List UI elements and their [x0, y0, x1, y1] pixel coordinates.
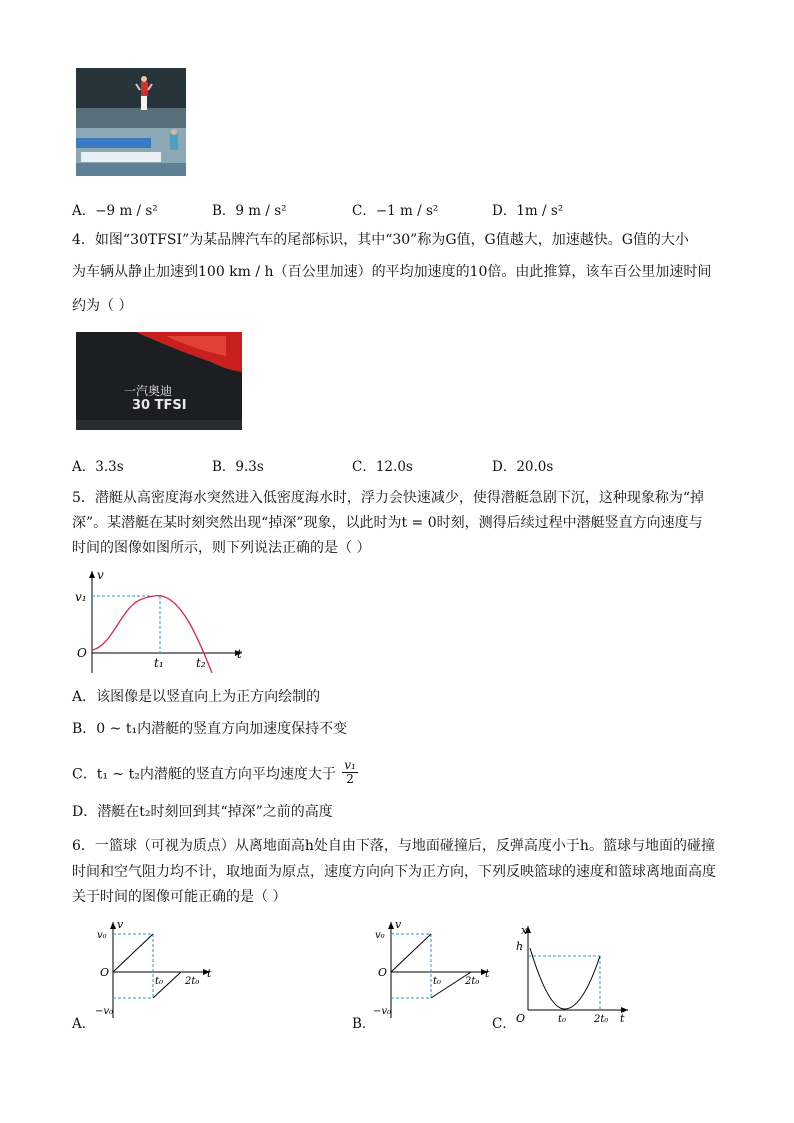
svg-text:−v₀: −v₀	[95, 1006, 114, 1017]
q3-option-d: D．1m / s²	[492, 203, 564, 219]
svg-text:v: v	[117, 918, 124, 931]
svg-text:2t₀: 2t₀	[594, 1014, 609, 1025]
q5-stem-line-1: 5．潜艇从高密度海水突然进入低密度海水时，浮力会快速减少，使得潜艇急剧下沉，这种现象称为“掉	[72, 490, 705, 506]
q3-option-b: B．9 m / s²	[212, 203, 287, 219]
svg-text:2t₀: 2t₀	[465, 976, 480, 987]
q5-velocity-time-graph	[72, 565, 252, 675]
badge-model-text: 30 TFSI	[132, 398, 187, 413]
svg-text:O: O	[378, 966, 388, 979]
q5-option-d: D．潜艇在t₂时刻回到其“掉深”之前的高度	[72, 804, 333, 820]
q5-t1-label: t₁	[154, 656, 164, 670]
q6-stem-line-2: 时间和空气阻力均不计，取地面为原点，速度方向向下为正方向，下列反映篮球的速度和篮球离地面高度	[72, 864, 716, 880]
q4-option-a: A．3.3s	[72, 459, 124, 475]
q4-option-c: C．12.0s	[352, 459, 413, 475]
q4-option-d: D．20.0s	[492, 459, 554, 475]
svg-text:t₀: t₀	[155, 976, 164, 987]
q6-option-c-label: C．	[492, 1016, 516, 1032]
trampoline-photo	[76, 68, 186, 176]
svg-text:2t₀: 2t₀	[185, 976, 200, 987]
svg-text:v₀: v₀	[375, 930, 385, 941]
badge-brand-text: 一汽奥迪	[124, 384, 173, 398]
svg-text:t: t	[620, 1012, 625, 1025]
svg-text:v₀: v₀	[97, 930, 107, 941]
q6-option-a-label: A．	[72, 1016, 96, 1032]
svg-text:h: h	[516, 940, 524, 953]
q6-graph-a	[95, 918, 220, 1022]
q3-option-a: A．−9 m / s²	[72, 203, 158, 219]
q5-t2-label: t₂	[196, 656, 206, 670]
svg-text:v: v	[395, 918, 402, 931]
svg-text:t: t	[485, 967, 490, 980]
svg-text:O: O	[100, 966, 110, 979]
q5-option-b: B．0 ~ t₁内潜艇的竖直方向加速度保持不变	[72, 721, 348, 737]
q6-stem-line-3: 关于时间的图像可能正确的是（ ）	[72, 889, 287, 905]
q4-stem-line-1: 4．如图“30TFSI”为某品牌汽车的尾部标识，其中“30”称为G值，G值越大，加速越快。G值的大小	[72, 232, 689, 248]
q4-stem-line-2: 为车辆从静止加速到100 km / h（百公里加速）的平均加速度的10倍。由此推算，该车百公里加速时间	[72, 264, 712, 280]
svg-text:O: O	[516, 1012, 526, 1025]
q5-v1-label: v₁	[75, 590, 87, 604]
q5-stem-line-3: 时间的图像如图所示，则下列说法正确的是（ ）	[72, 540, 371, 556]
q5-option-a: A．该图像是以竖直向上为正方向绘制的	[72, 689, 321, 705]
svg-text:−v₀: −v₀	[373, 1006, 392, 1017]
car-badge-photo	[76, 332, 242, 430]
q4-stem-line-3: 约为（ ）	[72, 298, 133, 314]
svg-text:x: x	[521, 924, 528, 937]
q5-fraction: $\frac{\text{v₁}}{2}$	[344, 758, 356, 786]
q5-v-axis-label: v	[97, 568, 104, 582]
q4-option-b: B．9.3s	[212, 459, 264, 475]
q6-option-b-label: B．	[352, 1016, 376, 1032]
q6-stem-line-1: 6．一篮球（可视为质点）从离地面高h处自由下落，与地面碰撞后，反弹高度小于h。篮球与地面的碰撞	[72, 838, 715, 854]
q6-graph-b	[373, 918, 498, 1022]
q3-option-c: C．−1 m / s²	[352, 203, 439, 219]
q5-t-axis-label: t	[237, 647, 242, 661]
svg-text:t: t	[207, 967, 212, 980]
q5-option-c: C．t₁ ~ t₂内潜艇的竖直方向平均速度大于 $\frac{\text{v₁}}{2}$	[72, 758, 356, 786]
svg-text:t₀: t₀	[433, 976, 442, 987]
svg-text:t₀: t₀	[558, 1014, 567, 1025]
q6-graph-c	[510, 922, 635, 1026]
q5-stem-line-2: 深”。某潜艇在某时刻突然出现“掉深”现象，以此时为t = 0时刻，测得后续过程中潜艇竖直方向速度与	[72, 515, 703, 531]
q5-origin-label: O	[77, 646, 87, 660]
